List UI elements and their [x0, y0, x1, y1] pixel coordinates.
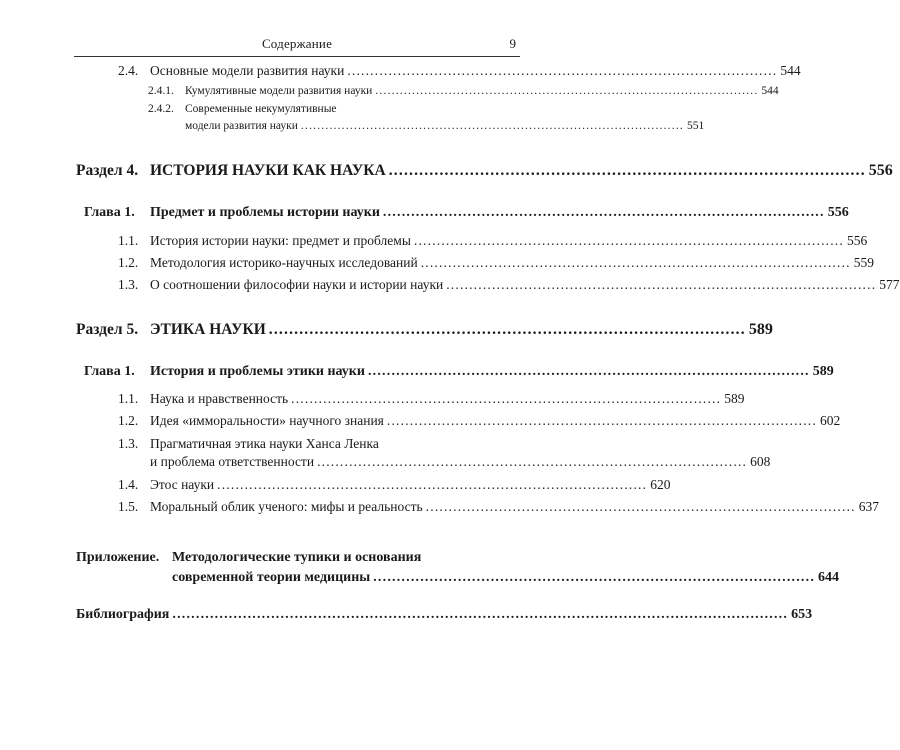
toc-chapter-entry[interactable]: [150, 364, 834, 380]
entry-number: 1.4.: [118, 477, 139, 492]
toc-entry[interactable]: [185, 120, 705, 132]
entry-page: 589: [724, 391, 745, 406]
toc-entry[interactable]: [150, 391, 745, 407]
entry-title: Наука и нравственность: [150, 391, 289, 406]
entry-page: 556: [868, 162, 893, 179]
entry-number: 1.3.: [118, 277, 139, 292]
entry-title: История истории науки: предмет и проблемы: [150, 233, 411, 248]
dot-leader: ..............................................................................................: [375, 85, 759, 97]
entry-title: современной теории медицины: [172, 570, 371, 585]
dot-leader: ..............................................................................................: [300, 120, 684, 132]
dot-leader: ..............................................................................................: [347, 63, 778, 78]
entry-page: 644: [818, 570, 840, 585]
dot-leader: ..............................................................................................: [413, 233, 844, 248]
dot-leader: ..............................................................................................: [446, 277, 877, 292]
part-number: Раздел 5.: [76, 321, 139, 338]
entry-title: История и проблемы этики науки: [150, 364, 365, 379]
toc-appendix-entry[interactable]: [172, 570, 840, 586]
entry-page: 608: [750, 454, 771, 469]
dot-leader: ..............................................................................................: [268, 321, 746, 338]
running-header: [74, 36, 520, 57]
appendix-label: Приложение.: [76, 550, 160, 565]
dot-leader: ..............................................................................................: [367, 364, 810, 379]
toc-entry[interactable]: [150, 413, 841, 429]
dot-leader: ..............................................................................................: [425, 499, 856, 514]
entry-number: 1.1.: [118, 391, 139, 406]
toc-part-entry[interactable]: [150, 162, 893, 180]
entry-title-line1: Методологические тупики и основания: [172, 550, 422, 565]
toc-entry[interactable]: [150, 255, 874, 271]
entry-page: 551: [686, 120, 705, 132]
entry-number: 1.1.: [118, 233, 139, 248]
entry-page: 544: [780, 63, 801, 78]
entry-number: 1.3.: [118, 436, 139, 451]
dot-leader: ..............................................................................................: [388, 162, 866, 179]
entry-number: 1.2.: [118, 255, 139, 270]
entry-page: 620: [650, 477, 671, 492]
entry-page: 544: [761, 85, 779, 97]
toc-entry[interactable]: [150, 499, 879, 515]
chapter-number: Глава 1.: [84, 364, 135, 379]
entry-title: Основные модели развития науки: [150, 63, 345, 78]
dot-leader: ..............................................................................................: [420, 255, 851, 270]
entry-number: 1.2.: [118, 413, 139, 428]
entry-title: Этос науки: [150, 477, 215, 492]
toc-part-entry[interactable]: [150, 321, 773, 339]
entry-title: Предмет и проблемы истории науки: [150, 205, 380, 220]
running-header-title: Содержание: [261, 36, 333, 51]
entry-title: О соотношении философии науки и истории науки: [150, 277, 444, 292]
entry-page: 602: [819, 413, 841, 428]
dot-leader: ..............................................................................................: [386, 413, 817, 428]
entry-page: 653: [791, 607, 813, 622]
toc-entry[interactable]: [150, 233, 868, 249]
entry-number: 2.4.: [118, 63, 139, 78]
toc-entry[interactable]: [150, 477, 671, 493]
entry-page: 556: [827, 205, 849, 220]
entry-title-line1: Современные некумулятивные: [185, 103, 337, 115]
toc-entry[interactable]: [150, 454, 771, 470]
dot-leader: ..............................................................................................: [382, 205, 825, 220]
entry-page: 556: [846, 233, 868, 248]
toc-entry[interactable]: [150, 277, 900, 293]
entry-page: 637: [858, 499, 879, 514]
entry-number: 2.4.2.: [148, 103, 174, 115]
dot-leader: ..............................................................................................: [291, 391, 722, 406]
entry-number: 2.4.1.: [148, 85, 174, 97]
entry-title: Моральный облик ученого: мифы и реальность: [150, 499, 423, 514]
chapter-number: Глава 1.: [84, 205, 135, 220]
dot-leader: ...................................................................................................................................: [172, 607, 789, 622]
entry-title: и проблема ответственности: [150, 454, 315, 469]
entry-title: Методология историко-научных исследований: [150, 255, 418, 270]
dot-leader: ..............................................................................................: [373, 570, 816, 585]
entry-title: модели развития науки: [185, 120, 298, 132]
toc-entry[interactable]: [185, 85, 779, 97]
entry-title: ИСТОРИЯ НАУКИ КАК НАУКА: [150, 162, 386, 179]
toc-chapter-entry[interactable]: [150, 205, 849, 221]
entry-page: 559: [853, 255, 874, 270]
entry-title: Библиография: [76, 607, 170, 622]
toc-entry[interactable]: [150, 63, 801, 79]
toc-bibliography-entry[interactable]: [76, 607, 813, 623]
entry-title: Кумулятивные модели развития науки: [185, 85, 373, 97]
part-number: Раздел 4.: [76, 162, 139, 179]
entry-title-line1: Прагматичная этика науки Ханса Ленка: [150, 436, 379, 451]
entry-title: Идея «имморальности» научного знания: [150, 413, 384, 428]
page-number: 9: [509, 36, 516, 51]
entry-title: ЭТИКА НАУКИ: [150, 321, 266, 338]
entry-page: 577: [879, 277, 900, 292]
entry-page: 589: [748, 321, 773, 338]
entry-page: 589: [812, 364, 834, 379]
dot-leader: ..............................................................................................: [317, 454, 748, 469]
dot-leader: ..............................................................................................: [217, 477, 648, 492]
entry-number: 1.5.: [118, 499, 139, 514]
